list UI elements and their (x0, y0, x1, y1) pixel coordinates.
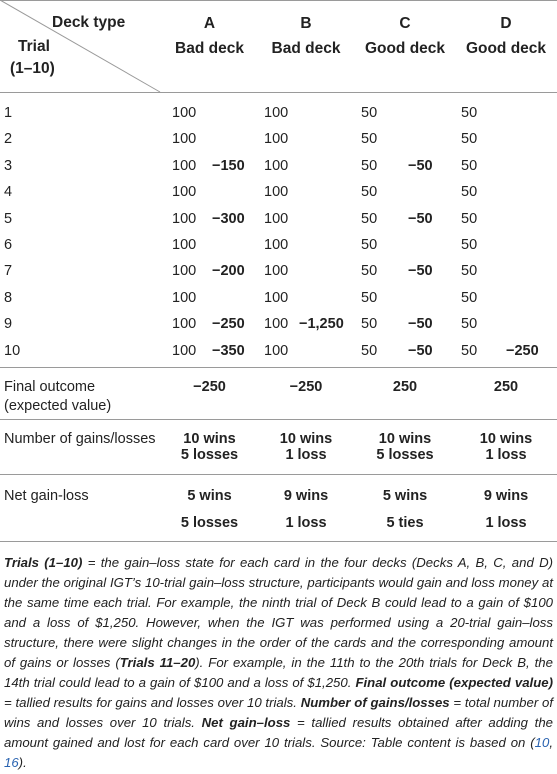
gains-losses-b-wins: 10 wins (279, 431, 333, 447)
trial-8-n: 8 (4, 290, 13, 306)
trial-2-n: 2 (4, 131, 13, 147)
trial-10-n: 10 (4, 343, 21, 359)
final-outcome-c: 250 (392, 379, 418, 395)
final-outcome-sublabel: (expected value) (4, 398, 112, 414)
header-deck-a-letter: A (203, 15, 216, 32)
final-outcome-d: 250 (493, 379, 519, 395)
trial-9-c: 50 (361, 316, 378, 332)
trial-10-d-loss: −250 (506, 343, 539, 359)
trial-1-n: 1 (4, 105, 13, 121)
trial-2-d: 50 (461, 131, 478, 147)
trial-10-a-loss: −350 (212, 343, 245, 359)
trial-8-d: 50 (461, 290, 478, 306)
gains-losses-b-losses: 1 loss (285, 447, 327, 463)
trial-10-c-loss: −50 (408, 343, 433, 359)
trial-1-b: 100 (264, 105, 289, 121)
trial-3-c-loss: −50 (408, 158, 433, 174)
trial-7-b: 100 (264, 263, 289, 279)
trial-10-a: 100 (172, 343, 197, 359)
trial-4-c: 50 (361, 184, 378, 200)
trial-7-a: 100 (172, 263, 197, 279)
net-d-losses: 1 loss (485, 515, 527, 531)
trial-9-a: 100 (172, 316, 197, 332)
footnote-term-gains-losses: Number of gains/losses (300, 695, 450, 710)
gains-losses-rule (0, 474, 557, 475)
header-deck-d-type: Good deck (465, 40, 547, 57)
net-a-wins: 5 wins (187, 488, 232, 504)
trial-3-c: 50 (361, 158, 378, 174)
net-a-losses: 5 losses (180, 515, 239, 531)
reference-link-16[interactable]: 16 (4, 755, 19, 770)
trial-7-d: 50 (461, 263, 478, 279)
footnote-term-trials-11-20: Trials 11–20 (119, 655, 196, 670)
trial-5-b: 100 (264, 211, 289, 227)
trial-6-c: 50 (361, 237, 378, 253)
footnote-text-trials: = the gain–loss state for each card in the four decks (Decks A, B, C, and D) under the original IGT’s 10-trial gain–loss structure, participants would gain and loss money at the same time each trial. For example, the ninth trial of Deck B could lead to a gain of $100 and a loss of $1,250. However, when the IGT was performed using a 20-trial gain–loss structure, there were slight changes in the order of the cards and the corresponding amount of gains or losses ( (4, 555, 554, 670)
trial-1-d: 50 (461, 105, 478, 121)
trial-5-c: 50 (361, 211, 378, 227)
trial-8-a: 100 (172, 290, 197, 306)
gains-losses-label: Number of gains/losses (4, 431, 156, 447)
gains-losses-d-wins: 10 wins (479, 431, 533, 447)
trial-1-c: 50 (361, 105, 378, 121)
final-outcome-a: −250 (193, 379, 226, 395)
header-trial-range: (1–10) (10, 60, 55, 77)
footnote-term-trials: Trials (1–10) (4, 555, 83, 570)
trial-3-b: 100 (264, 158, 289, 174)
trial-6-d: 50 (461, 237, 478, 253)
trial-1-a: 100 (172, 105, 197, 121)
table-footnote (4, 553, 553, 773)
trial-4-d: 50 (461, 184, 478, 200)
gains-losses-a-wins: 10 wins (183, 431, 236, 447)
net-c-wins: 5 wins (382, 488, 428, 504)
trial-10-d: 50 (461, 343, 478, 359)
gains-losses-d-losses: 1 loss (485, 447, 527, 463)
final-outcome-rule (0, 419, 557, 420)
reference-link-10[interactable]: 10 (534, 735, 550, 750)
final-outcome-label: Final outcome (4, 379, 96, 395)
trial-9-b-loss: −1,250 (299, 316, 344, 332)
trial-6-a: 100 (172, 237, 197, 253)
trial-2-c: 50 (361, 131, 378, 147)
trial-9-n: 9 (4, 316, 13, 332)
gains-losses-a-losses: 5 losses (180, 447, 239, 463)
trial-4-a: 100 (172, 184, 197, 200)
trial-9-a-loss: −250 (212, 316, 245, 332)
trial-7-a-loss: −200 (212, 263, 245, 279)
trial-6-n: 6 (4, 237, 13, 253)
trial-5-c-loss: −50 (408, 211, 433, 227)
trial-3-a-loss: −150 (212, 158, 245, 174)
footnote-text-gains-losses: = total number of wins and losses over 10 trials. (4, 695, 553, 730)
trial-3-a: 100 (172, 158, 197, 174)
final-outcome-b: −250 (289, 379, 323, 395)
trials-rule (0, 367, 557, 368)
net-b-wins: 9 wins (283, 488, 329, 504)
header-deck-a-type: Bad deck (175, 40, 244, 57)
header-deck-type: Deck type (52, 14, 126, 31)
header-deck-c-type: Good deck (364, 40, 446, 57)
trial-8-b: 100 (264, 290, 289, 306)
net-b-losses: 1 loss (285, 515, 327, 531)
footnote-term-final-outcome: Final outcome (expected value) (355, 675, 553, 690)
footnote-text-trials-11-20: ). For example, in the 11th to the 20th trials for Deck B, the 14th trial could lead to a gain of $100 and a loss of $1,250. (4, 655, 553, 690)
trial-5-n: 5 (4, 211, 13, 227)
footnote-term-net: Net gain–loss (201, 715, 291, 730)
trial-7-n: 7 (4, 263, 13, 279)
trial-6-b: 100 (264, 237, 289, 253)
trial-10-b: 100 (264, 343, 289, 359)
trial-5-a-loss: −300 (212, 211, 245, 227)
trial-10-c: 50 (361, 343, 378, 359)
footnote-end: ). (18, 755, 27, 770)
trial-9-c-loss: −50 (408, 316, 433, 332)
net-gain-loss-label: Net gain-loss (4, 488, 89, 504)
header-deck-d-letter: D (500, 15, 512, 32)
trial-7-c: 50 (361, 263, 378, 279)
trial-2-a: 100 (172, 131, 197, 147)
trial-3-d: 50 (461, 158, 478, 174)
gains-losses-c-losses: 5 losses (376, 447, 434, 463)
trial-2-b: 100 (264, 131, 289, 147)
header-deck-c-letter: C (399, 15, 411, 32)
trial-9-b: 100 (264, 316, 289, 332)
header-deck-b-type: Bad deck (271, 40, 341, 57)
trial-3-n: 3 (4, 158, 13, 174)
header-deck-b-letter: B (300, 15, 312, 32)
trial-4-n: 4 (4, 184, 13, 200)
trial-5-d: 50 (461, 211, 478, 227)
trial-8-c: 50 (361, 290, 378, 306)
footnote-ref-separator: , (549, 735, 553, 750)
net-d-wins: 9 wins (483, 488, 529, 504)
trial-5-a: 100 (172, 211, 197, 227)
trial-4-b: 100 (264, 184, 289, 200)
gains-losses-c-wins: 10 wins (378, 431, 432, 447)
footnote-text-net: = tallied results obtained after adding the amount gained and lost for each card over 10 trials. Source: Table content is based on ( (4, 715, 554, 750)
footnote-text-final-outcome: = tallied results for gains and losses over 10 trials. (4, 695, 301, 710)
header-trial: Trial (18, 38, 50, 55)
net-rule (0, 541, 557, 542)
trial-7-c-loss: −50 (408, 263, 433, 279)
net-c-ties: 5 ties (386, 515, 424, 531)
trial-9-d: 50 (461, 316, 478, 332)
